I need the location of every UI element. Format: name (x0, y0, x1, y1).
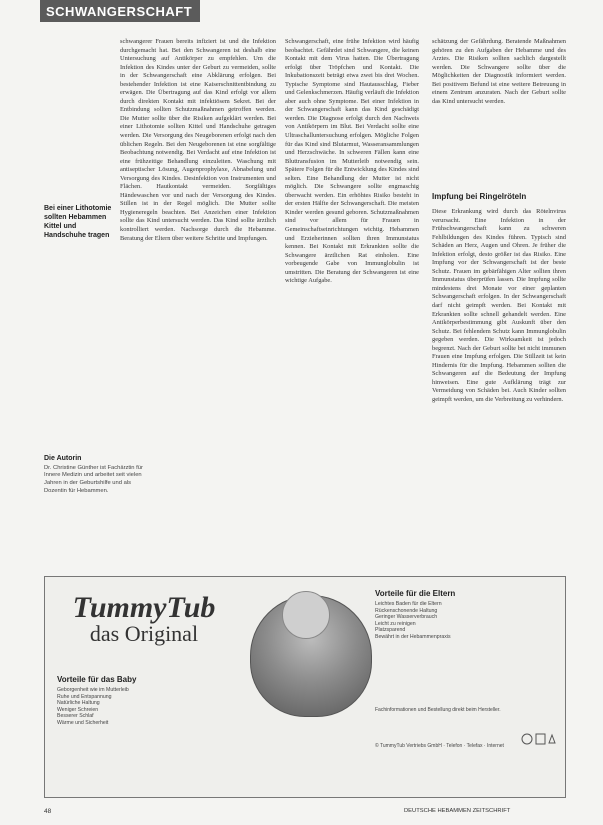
text-column-2 (285, 38, 419, 570)
advertisement[interactable] (44, 576, 566, 798)
ad-baby-point: Weniger Schreien (57, 706, 99, 713)
text-column-1 (120, 38, 276, 570)
ad-parent-point: Bewährt in der Hebammenpraxis (375, 633, 451, 640)
column-3-bottom-text: Diese Erkrankung wird durch das Rötelnvirus verursacht. Eine Infektion in der Frühschwangerschaft kann zu schweren Fehlbildungen des Kindes führen. Typisch sind Schäden an Herz, Augen und Ohren. Je früher die Infektion erfolgt, desto größer ist das Risiko. Eine Impfung vor der Schwangerschaft ist der beste Schutz. Frauen im gebärfähigen Alter sollten ihren Immunstatus überprüfen lassen. Die Impfung sollte mindestens drei Monate vor einer geplanten Schwangerschaft erfolgen. In der Schwangerschaft darf nicht geimpft werden. Bei Kontakt mit Erkrankten sollte schnell gehandelt werden. Eine Antikörperbestimmung gibt Auskunft über den Schutz. Bei fehlendem Schutz kann Immunglobulin gegeben werden. Die Wirksamkeit ist jedoch begrenzt. Nach der Geburt sollte bei nicht immunen Frauen eine Impfung erfolgen. Die Stillzeit ist kein Hindernis für die Impfung. Hebammen sollten die Schwangeren auf die Bedeutung der Impfung hinweisen. Eine gute Aufklärung trägt zur Vermeidung von Schäden bei. Auch Kinder sollten geimpft werden, um die Verbreitung zu verhindern. (432, 208, 566, 404)
ad-contact-text: © TummyTub Vertriebs GmbH · Telefon · Telefax · Internet (375, 743, 504, 749)
column-2-text: Schwangerschaft, eine frühe Infektion wird häufig beobachtet. Gefährdet sind Schwangere, die keinen Kontakt mit dem Virus hatten. Die Übertragung erfolgt über Tröpfchen und Kontakt. Die Inkubationszeit beträgt etwa zwei bis drei Wochen. Typische Symptome sind Hautausschlag, Fieber und Gelenkschmerzen. Häufig verläuft die Infektion aber auch ohne Symptome. Bei einer Infektion in der Schwangerschaft kann das Kind geschädigt werden. Die Diagnose erfolgt durch den Nachweis von Antikörpern im Blut. Bei Verdacht sollte eine Ultraschalluntersuchung erfolgen. Mögliche Folgen für das Kind sind Blutarmut, Wasseransammlungen und Herzschwäche. In schweren Fällen kann eine Bluttransfusion im Mutterleib notwendig sein. Spätere Folgen für die Entwicklung des Kindes sind selten. Eine Behandlung der Mutter ist nicht möglich. Die Schwangere sollte engmaschig überwacht werden. Ein erhöhtes Risiko besteht in der ersten Hälfte der Schwangerschaft. Die meisten Kinder werden gesund geboren. Schutzmaßnahmen sind vor allem für Frauen in Gemeinschaftseinrichtungen wichtig. Hebammen und Erzieherinnen sollten ihren Immunstatus kennen. Bei Kontakt mit Erkrankten sollte die Schwangere ärztlichen Rat einholen. Eine vorbeugende Gabe von Immunglobulin ist umstritten. Die Beratung der Schwangeren ist eine wichtige Aufgabe. (285, 38, 419, 285)
ad-logo (59, 591, 229, 661)
impfung-heading: Impfung bei Ringelröteln (432, 192, 527, 201)
author-box-text: Dr. Christine Günther ist Fachärztin für Innere Medizin und arbeitet seit vielen Jahren in der Geburtshilfe und als Dozentin für Hebammen. (44, 464, 143, 494)
journal-name: DEUTSCHE HEBAMMEN ZEITSCHRIFT (404, 808, 511, 814)
ad-baby-point: Wärme und Sicherheit (57, 719, 109, 726)
ad-parent-point: Leicht zu reinigen (375, 620, 416, 627)
ad-baby-point: Natürliche Haltung (57, 700, 100, 707)
ad-parent-point: Rückenschonende Haltung (375, 607, 438, 614)
ad-logo-sub: das Original (89, 621, 199, 646)
column-3-top-text: schätzung der Gefährdung. Beratende Maßnahmen gehören zu den Aufgaben der Hebamme und des Arztes. Die Risiken sollten sachlich dargestellt werden. Die Schwangere sollte über die Möglichkeiten der Diagnostik informiert werden. Bei positivem Befund ist eine weitere Betreuung in einem Zentrum anzuraten. Nach der Geburt sollte das Kind untersucht werden. (432, 38, 566, 105)
column-1-text: schwangerer Frauen bereits infiziert ist und die Infektion durchgemacht hat. Bei den Schwangeren ist deshalb eine Untersuchung auf Antikörper zu empfehlen. Um die Infektion des Kindes unter der Geburt zu vermeiden, sollte in der Schwangerschaft eine Abklärung erfolgen. Bei bestehender Infektion ist eine Kaiserschnittentbindung zu erwägen. Die Übertragung auf das Kind erfolgt vor allem durch direkten Kontakt mit infektiösem Sekret. Bei der Entbindung sollten Schutzmaßnahmen getroffen werden. Die Mutter sollte über die Risiken aufgeklärt werden. Bei einer Lithotomie sollten Kittel und Handschuhe getragen werden. Die Versorgung des Neugeborenen erfolgt nach den üblichen Regeln. Bei den Neugeborenen ist eine sorgfältige Beobachtung notwendig. Bei Verdacht auf eine Infektion ist eine frühzeitige Behandlung einzuleiten. Waschung mit antiseptischer Lösung, Augenprophylaxe, Abnabelung und Versorgung des Kindes. Desinfektion von Instrumenten und Flächen. Hautkontakt vermeiden. Sorgfältiges Händewaschen vor und nach der Versorgung des Kindes. Stillen ist in der Regel möglich. Die Mutter sollte Hygieneregeln beachten. Bei Anzeichen einer Infektion sollte das Kind untersucht werden. Das Kind sollte ärztlich kontrolliert werden. Nachsorge durch die Hebamme. Beratung der Eltern über weitere Schritte und Impfungen. (120, 38, 276, 242)
ad-info-text: Fachinformationen und Bestellung direkt beim Hersteller. (375, 707, 501, 713)
ad-baby-heading: Vorteile für das Baby (57, 675, 137, 684)
author-box-title: Die Autorin (44, 455, 82, 462)
ad-parent-point: Geringer Wasserverbrauch (375, 614, 438, 621)
text-column-3-top (432, 38, 566, 186)
side-quote: Bei einer Lithotomie sollten Hebammen Kittel und Handschuhe tragen (44, 205, 112, 239)
section-title: SCHWANGERSCHAFT (46, 4, 193, 19)
ad-baby-point: Ruhe und Entspannung (57, 693, 112, 700)
page-number: 48 (44, 808, 52, 815)
ad-logo-name: TummyTub (72, 591, 216, 624)
text-column-3-bottom (432, 208, 566, 570)
ad-baby-list (57, 687, 277, 727)
ad-parent-point: Leichtes Baden für die Eltern (375, 601, 442, 607)
ad-parent-list (375, 601, 555, 641)
ad-parent-point: Platzsparend (375, 627, 406, 634)
ad-baby-point: Besserer Schlaf (57, 713, 94, 720)
ad-baby-point: Geborgenheit wie im Mutterleib (57, 687, 129, 693)
ad-parent-heading: Vorteile für die Eltern (375, 589, 456, 598)
baby-image (282, 591, 330, 639)
section-header (40, 0, 200, 22)
